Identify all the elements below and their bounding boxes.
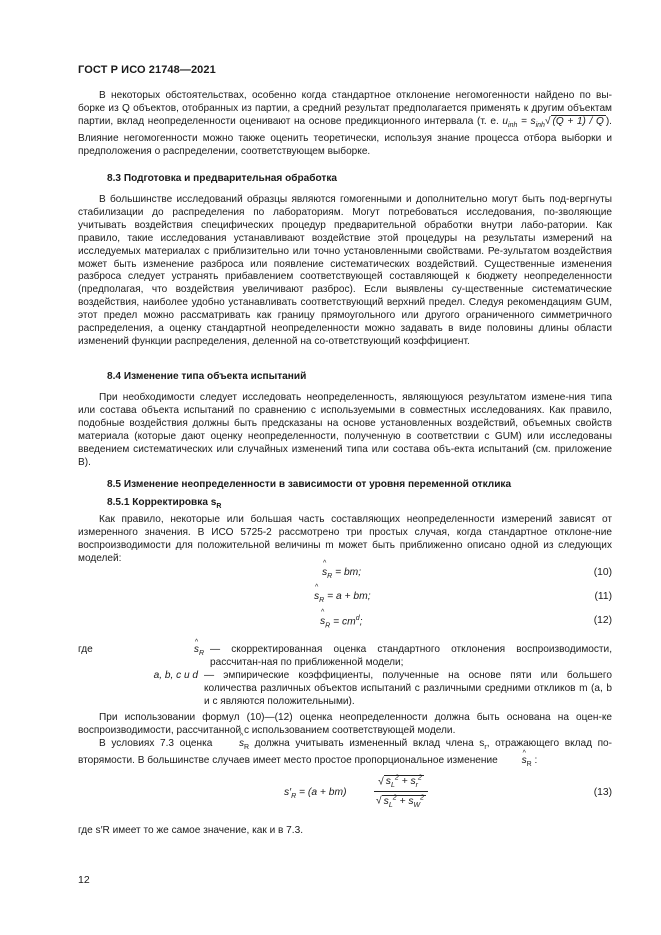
eq12-sub: R bbox=[325, 622, 331, 630]
section-heading-8-5-1 bbox=[78, 497, 612, 514]
para2-b: должна учитывать измененный вклад члена s bbox=[254, 737, 485, 749]
para2-a: В условиях 7.3 оценка bbox=[99, 737, 213, 749]
section-heading-8-4: 8.4 Изменение типа объекта испытаний bbox=[107, 371, 307, 382]
subheading-sub: R bbox=[216, 503, 222, 511]
intro-text-b: ). Влияние негомогенности можно также оценить теоретически, используя знание процесса отбора выборки и предположения о распределении, соответствующем выборке. bbox=[78, 115, 612, 157]
section-8-3-body bbox=[78, 194, 612, 349]
eq12-rhs: = cm bbox=[330, 616, 356, 628]
section-heading-8-5: 8.5 Изменение неопределенности в зависимости от уровня переменной отклика bbox=[107, 479, 512, 490]
eq12-lhs: ^ s bbox=[320, 616, 325, 627]
paragraph-after-defs bbox=[78, 712, 612, 772]
section-8-5-1 bbox=[78, 497, 612, 566]
section-text-8-4: При необходимости следует исследовать неопределенность, являющуюся результатом измене-ния типа или состава объекта испытаний по сравнению с используемыми в совместных исследованиях. Как правило, подобные воздействия должны быть предсказаны на основе установленных воздействий, объемных свойств материала (которые дают оценку неопределенности, полученную в соответствии с GUM) или исследованы введением систематических или случайных изменений типа или состава объ-екта испытаний (см. приложение В). bbox=[78, 392, 612, 468]
section-8-3 bbox=[78, 173, 612, 186]
section-heading-8-3: 8.3 Подготовка и предварительная обработка bbox=[107, 173, 338, 184]
eq10-number: (10) bbox=[593, 567, 612, 578]
eq11-rhs: = a + bm; bbox=[324, 591, 371, 602]
definition-row bbox=[78, 670, 612, 709]
eq10-rhs: = bm; bbox=[332, 567, 362, 578]
eq13-mid: = (a + bm) bbox=[296, 787, 347, 798]
where-label: где bbox=[78, 644, 93, 655]
def1-term: ^ $s_R$ bbox=[136, 644, 210, 670]
section-8-4-body bbox=[78, 392, 612, 469]
eq13-lhs: s′ bbox=[284, 787, 292, 798]
definition-row bbox=[78, 644, 612, 670]
last-line-text: где s′R имеет то же самое значение, как и в 7.3. bbox=[78, 825, 304, 836]
eq11-sub: R bbox=[319, 597, 325, 605]
document-header: ГОСТ Р ИСО 21748—2021 bbox=[78, 64, 216, 76]
section-text-8-5-1: Как правило, некоторые или большая часть составляющих неопределенности измерений зависят от измеренного значения. В ИСО 5725-2 рассмотрено три простых случая, когда стандартное отклоне-ние воспроизводимости для положительной величины m может быть приближенно описано одной из следующих моделей: bbox=[78, 513, 612, 564]
section-8-4 bbox=[78, 371, 612, 384]
eq13-fraction: $\frac{√ s_L^2 + s_r^2}{√ s_L^2 + s_W^2}$ bbox=[372, 775, 430, 809]
intro-text-a: В некоторых обстоятельствах, особенно когда стандартное отклонение негомогенности найдено по вы-борке из Q объектов, отобранных из партии, а средний результат предполагается применять к другим объектам партии, вклад неопределенности оценивают на основе предикционного интервала (т. е. bbox=[78, 90, 612, 127]
para-after-2: В условиях 7.3 оценка ^ $s_R$ должна учитывать измененный вклад члена $s_r$, отражающего вклад по-вторямости. В большинстве случаев имеет место простое пропорциональное изменение ^ $s_R$ : bbox=[78, 738, 612, 772]
para2-c: , отражающего вклад по-вторямости. В большинстве случаев имеет место простое пропорциональное изменение bbox=[78, 737, 613, 766]
eq13-number: (13) bbox=[593, 787, 612, 798]
page-number: 12 bbox=[78, 874, 90, 886]
section-8-5 bbox=[78, 479, 612, 492]
intro-formula: $u_{inh} = s_{inh}√$ (Q + 1) / Q bbox=[502, 115, 604, 129]
intro-paragraph bbox=[78, 90, 612, 159]
section-text-8-3: В большинстве исследований образцы являются гомогенными и дополнительно могут быть под-вергнуты стабилизации до распределения по лабораториям. Могут потребоваться исследования, по-зволяющие учитывать воздействия специфических процедур предварительной обработки внутри лабо-ратории. Как правило, такие исследования устанавливают воздействие этой процедуры на результаты измерений на исследуемых материалах с приблизительно или точно установленными свойствами. Ре-зультатом воздействия может быть изменение разброса или появление систематических воздействий. Существенные изменения разброса следует устранять прибавлением соответствующей составляющей к бюджету неопределенности (предполагая, что воздействия увеличивают разброс). Если выявлены су-щественные систематические воздействия, наиболее удобно устанавливать соответствующий верхний предел. Следуя рекомендациям GUM, этот предел можно рассматривать как границу прямоугольного или другого ограниченного симметричного распределения, а оценку стандартной неопределенности можно задавать в виде половины длины области изменений функции распределения, деленной на со-ответствующий коэффициент. bbox=[78, 194, 612, 347]
eq11-number: (11) bbox=[594, 591, 612, 602]
eq11-lhs: ^ s bbox=[314, 591, 319, 602]
def2-term: a, b, c и d bbox=[153, 669, 198, 681]
eq10-lhs: ^ s bbox=[322, 567, 327, 578]
eq12-number: (12) bbox=[593, 615, 612, 626]
equation-13 bbox=[78, 775, 612, 815]
para-after-1: При использовании формул (10)—(12) оценка неопределенности должна быть основана на оцен-ке воспроизводимости, рассчитанной с использованием соответствующей модели. bbox=[78, 712, 612, 736]
def2-text: — эмпирические коэффициенты, полученные на основе пяти или большего количества различных объектов испытаний с различными средними откликов m (a, b и c являются положительными). bbox=[204, 669, 612, 707]
eq10-sub: R bbox=[327, 573, 333, 581]
subheading-text: 8.5.1 Корректировка s bbox=[107, 497, 217, 508]
last-line bbox=[78, 825, 612, 838]
eq13-sub: R bbox=[291, 793, 297, 801]
eq12-tail: ; bbox=[359, 616, 363, 628]
definitions bbox=[78, 644, 612, 709]
def1-text: — скорректированная оценка стандартного отклонения воспроизводимости, рассчитан-ная по приближенной модели; bbox=[210, 644, 612, 668]
eq12-sup: d bbox=[355, 615, 360, 622]
